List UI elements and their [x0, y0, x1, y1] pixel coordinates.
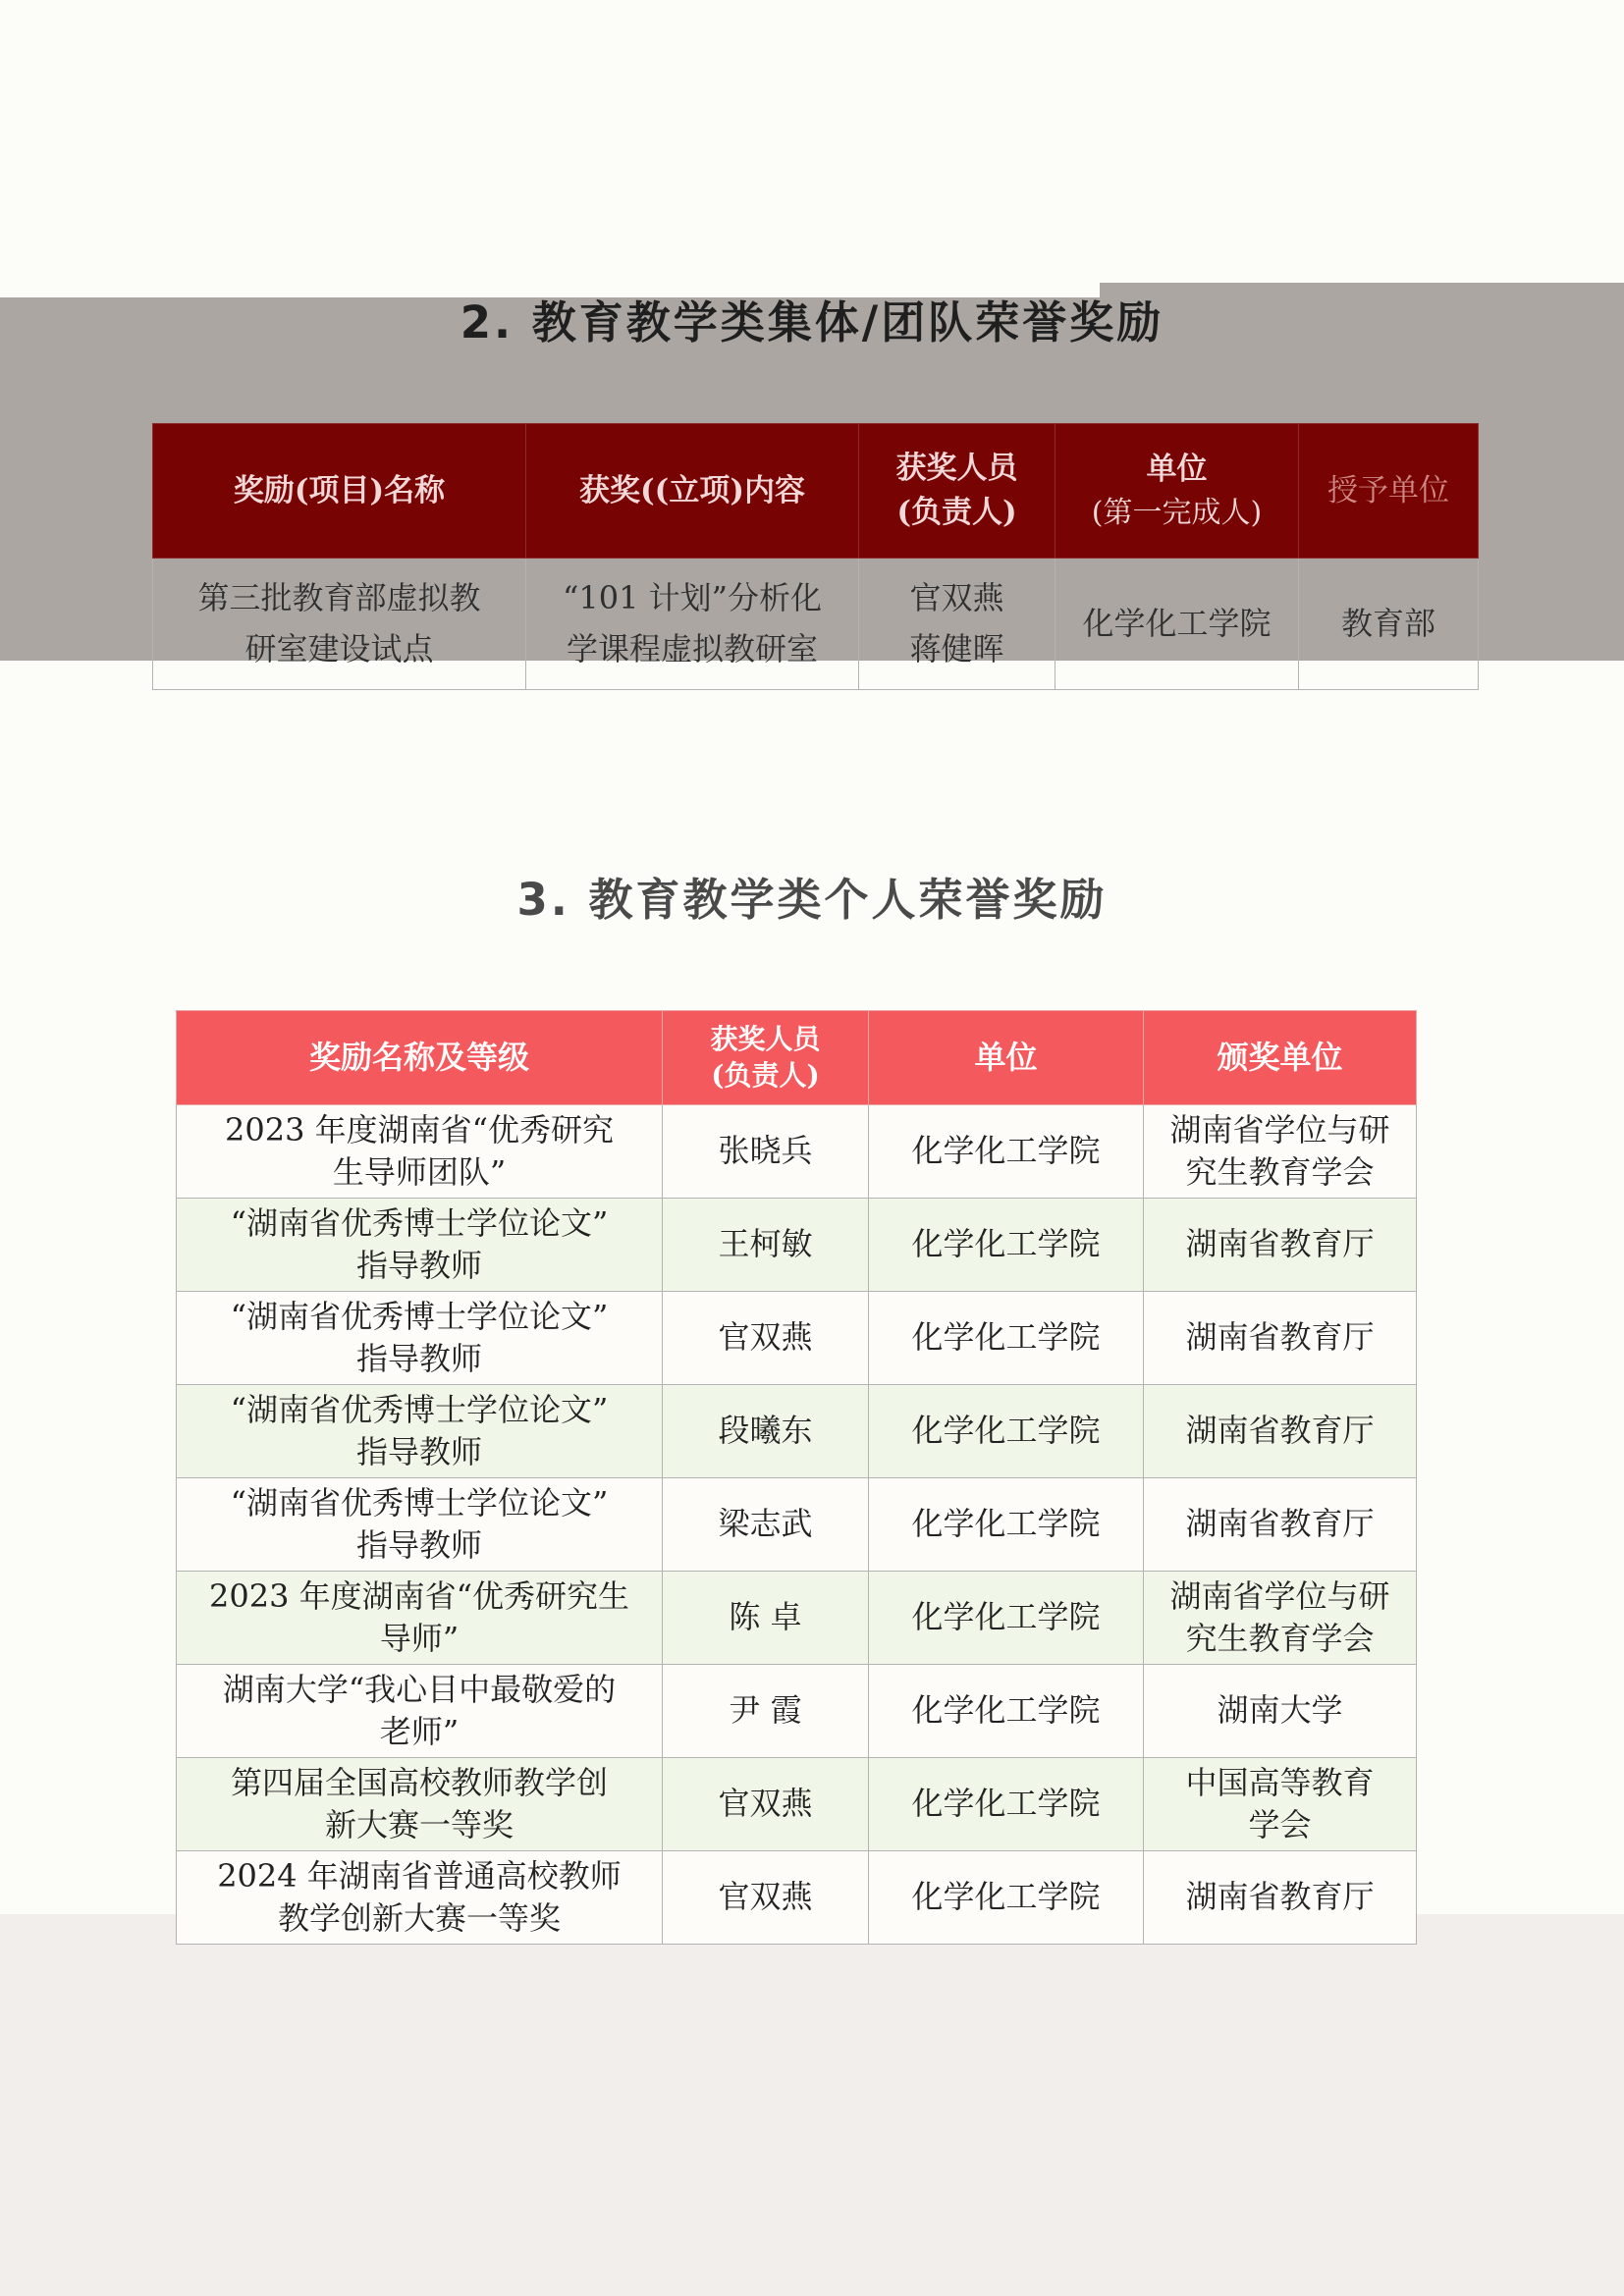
cell-unit: 化学化工学院 [869, 1851, 1144, 1945]
section3-title: 3. 教育教学类个人荣誉奖励 [516, 874, 1108, 926]
header-recipient [859, 424, 1056, 559]
cell-line: 2023 年度湖南省“优秀研究 [225, 1110, 614, 1148]
table-row [177, 1758, 1417, 1851]
cell-award-name [177, 1105, 663, 1199]
table-row [177, 1851, 1417, 1945]
cell-line: 指导教师 [355, 1247, 482, 1284]
table-row [177, 1105, 1417, 1199]
cell-line: 湖南省教育厅 [1185, 1505, 1375, 1543]
cell-line: 研室建设试点 [244, 629, 434, 667]
gray-band-bottom [0, 1914, 1624, 2296]
cell-line: “湖南省优秀博士学位论文” [230, 1483, 609, 1522]
cell-line: 导师” [379, 1620, 460, 1657]
cell-award-content [526, 559, 859, 690]
cell-recipient: 梁志武 [663, 1478, 869, 1572]
cell-award-name [177, 1478, 663, 1572]
table-row [153, 559, 1479, 690]
cell-grantor: 教育部 [1299, 559, 1479, 690]
header-grantor: 授予单位 [1299, 424, 1479, 559]
header-award-name: 奖励(项目)名称 [153, 424, 526, 559]
cell-line: 官双燕 [909, 579, 1004, 617]
section2-title: 2. 教育教学类集体/团队荣誉奖励 [460, 296, 1164, 348]
cell-grantor [1144, 1851, 1417, 1945]
cell-line: 中国高等教育 [1185, 1763, 1375, 1801]
cell-unit: 化学化工学院 [869, 1665, 1144, 1758]
header-unit: 单位 [869, 1011, 1144, 1105]
table-row [177, 1292, 1417, 1385]
cell-grantor [1144, 1572, 1417, 1665]
cell-line: “湖南省优秀博士学位论文” [230, 1203, 609, 1242]
cell-line: 湖南省学位与研 [1169, 1576, 1390, 1615]
cell-unit: 化学化工学院 [869, 1199, 1144, 1292]
table-row [177, 1199, 1417, 1292]
cell-award-name [177, 1851, 663, 1945]
cell-grantor [1144, 1758, 1417, 1851]
cell-award-name [177, 1665, 663, 1758]
cell-line: 究生教育学会 [1185, 1153, 1375, 1191]
cell-recipient: 陈 卓 [663, 1572, 869, 1665]
cell-line: 湖南省教育厅 [1185, 1225, 1375, 1263]
cell-unit: 化学化工学院 [869, 1758, 1144, 1851]
header-unit [1056, 424, 1299, 559]
header-unit-line2: (第一完成人) [1091, 495, 1263, 530]
header-award-name: 奖励名称及等级 [177, 1011, 663, 1105]
table-row [177, 1572, 1417, 1665]
cell-line: 湖南省教育厅 [1185, 1878, 1375, 1916]
cell-award-name [177, 1199, 663, 1292]
cell-line: “101 计划”分析化 [563, 579, 822, 617]
cell-line: 生导师团队” [332, 1153, 507, 1191]
cell-line: 学会 [1248, 1806, 1312, 1843]
cell-line: 湖南省教育厅 [1185, 1318, 1375, 1357]
cell-award-name [177, 1292, 663, 1385]
header-recipient-line2: (负责人) [711, 1058, 820, 1092]
cell-line: 2024 年湖南省普通高校教师 [217, 1856, 622, 1895]
cell-award-name [177, 1758, 663, 1851]
table-header-row [177, 1011, 1417, 1105]
cell-recipient: 官双燕 [663, 1758, 869, 1851]
cell-unit: 化学化工学院 [869, 1385, 1144, 1478]
cell-line: “湖南省优秀博士学位论文” [230, 1297, 609, 1335]
cell-award-name [177, 1385, 663, 1478]
cell-unit: 化学化工学院 [869, 1292, 1144, 1385]
header-unit-line1: 单位 [1146, 451, 1208, 487]
cell-award-name [177, 1572, 663, 1665]
cell-recipient: 官双燕 [663, 1292, 869, 1385]
cell-line: 教学创新大赛一等奖 [277, 1899, 561, 1937]
cell-line: “湖南省优秀博士学位论文” [230, 1390, 609, 1428]
cell-grantor [1144, 1105, 1417, 1199]
header-recipient [663, 1011, 869, 1105]
cell-unit: 化学化工学院 [869, 1105, 1144, 1199]
table-header-row [153, 424, 1479, 559]
cell-line: 湖南大学“我心目中最敬爱的 [222, 1670, 617, 1708]
table-row [177, 1385, 1417, 1478]
table-row [177, 1478, 1417, 1572]
cell-grantor [1144, 1385, 1417, 1478]
cell-line: 第四届全国高校教师教学创 [230, 1763, 608, 1801]
cell-line: 指导教师 [355, 1526, 482, 1564]
cell-recipient: 张晓兵 [663, 1105, 869, 1199]
cell-line: 2023 年度湖南省“优秀研究生 [209, 1576, 629, 1615]
cell-grantor [1144, 1199, 1417, 1292]
table-row [177, 1665, 1417, 1758]
cell-grantor [1144, 1292, 1417, 1385]
header-recipient-line1: 获奖人员 [710, 1023, 821, 1056]
header-recipient-line1: 获奖人员 [895, 451, 1018, 487]
cell-line: 第三批教育部虚拟教 [197, 579, 481, 617]
cell-recipient [859, 559, 1056, 690]
cell-grantor [1144, 1478, 1417, 1572]
cell-line: 老师” [379, 1713, 460, 1750]
cell-line: 湖南省学位与研 [1169, 1110, 1390, 1148]
cell-line: 指导教师 [355, 1340, 482, 1377]
header-award-content: 获奖((立项)内容 [526, 424, 859, 559]
cell-line: 指导教师 [355, 1433, 482, 1470]
cell-unit: 化学化工学院 [869, 1572, 1144, 1665]
cell-line: 学课程虚拟教研室 [566, 629, 818, 667]
team-honors-table [152, 423, 1479, 690]
cell-unit: 化学化工学院 [1056, 559, 1299, 690]
individual-honors-table [176, 1010, 1417, 1945]
cell-line: 湖南省教育厅 [1185, 1412, 1375, 1450]
cell-recipient: 王柯敏 [663, 1199, 869, 1292]
cell-recipient: 尹 霞 [663, 1665, 869, 1758]
table-body [177, 1105, 1417, 1945]
cell-recipient: 官双燕 [663, 1851, 869, 1945]
header-grantor: 颁奖单位 [1144, 1011, 1417, 1105]
cell-unit: 化学化工学院 [869, 1478, 1144, 1572]
cell-line: 湖南大学 [1217, 1691, 1343, 1730]
header-recipient-line2: (负责人) [896, 495, 1017, 530]
cell-award-name [153, 559, 526, 690]
cell-line: 究生教育学会 [1185, 1620, 1375, 1657]
cell-grantor [1144, 1665, 1417, 1758]
cell-line: 新大赛一等奖 [324, 1806, 514, 1843]
cell-recipient: 段曦东 [663, 1385, 869, 1478]
cell-line: 蒋健晖 [909, 629, 1004, 667]
